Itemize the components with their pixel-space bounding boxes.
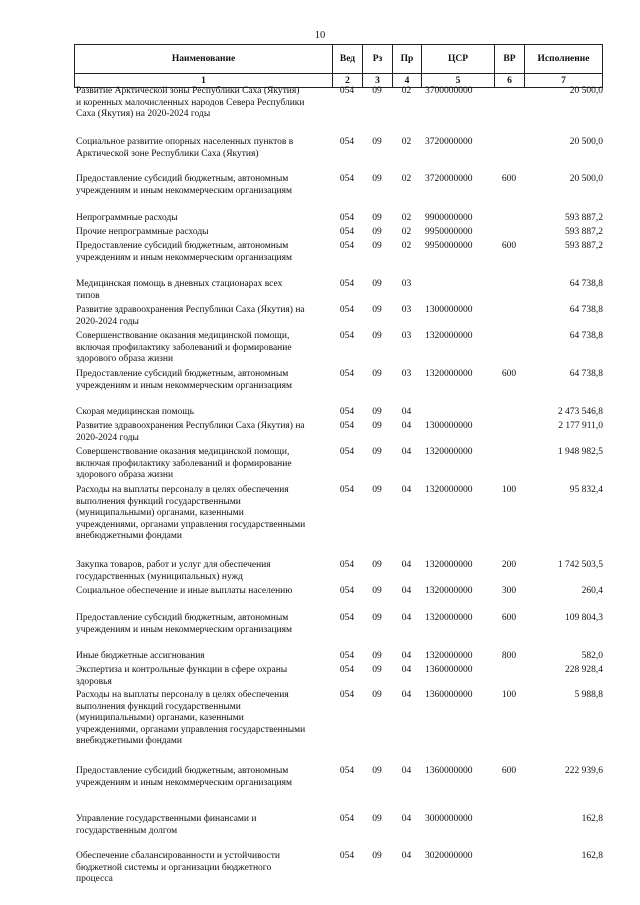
row-isp: 1 742 503,5 [557, 560, 603, 570]
row-vr: 600 [501, 613, 517, 623]
row-pr: 04 [401, 421, 412, 431]
page-number: 10 [314, 30, 326, 41]
table-header [74, 44, 603, 88]
row-name: Расходы на выплаты персоналу в целях обеспечения выполнения функций государственными (муниципальными) органами, казенными учреждениями, органами управления государственными внебюджетными фондами [76, 485, 306, 541]
row-csr: 1300000000 [425, 305, 473, 315]
row-vr [494, 86, 524, 121]
row-pr: 04 [401, 690, 412, 700]
row-pr: 04 [401, 447, 412, 457]
row-name: Предоставление субсидий бюджетным, автономным учреждениям и иным некоммерческим организациям [76, 766, 293, 788]
row-vr [494, 227, 524, 239]
header-num: 5 [421, 74, 494, 87]
row-ved: 054 [339, 213, 355, 223]
row-isp: 582,0 [581, 651, 603, 661]
row-vr: 100 [501, 485, 517, 495]
row-rz: 09 [372, 651, 382, 661]
header-isp: Исполнение [524, 45, 603, 73]
row-vr [494, 665, 524, 688]
row-pr: 04 [401, 613, 412, 623]
table-row [74, 174, 603, 197]
header-ved: Вед [332, 45, 362, 73]
table-row [74, 613, 603, 636]
row-ved: 054 [339, 86, 355, 96]
table-row [74, 651, 603, 663]
row-csr: 3000000000 [425, 814, 473, 824]
row-name: Социальное развитие опорных населенных пунктов в Арктической зоне Республики Саха (Якутия) [76, 137, 294, 159]
row-vr [494, 421, 524, 444]
row-csr: 3020000000 [425, 851, 473, 861]
row-ved: 054 [339, 174, 355, 184]
row-pr: 02 [401, 174, 412, 184]
row-rz: 09 [372, 331, 382, 341]
row-ved: 054 [339, 421, 355, 431]
row-pr: 02 [401, 241, 412, 251]
row-csr: 1360000000 [425, 690, 473, 700]
row-rz: 09 [372, 305, 382, 315]
row-vr [494, 814, 524, 837]
row-pr: 02 [401, 137, 412, 147]
table-row [74, 851, 603, 886]
row-isp: 593 887,2 [565, 227, 603, 237]
row-name: Совершенствование оказания медицинской помощи, включая профилактику заболеваний и формирование здорового образа жизни [76, 331, 292, 364]
row-vr [494, 305, 524, 328]
row-vr: 600 [501, 241, 517, 251]
row-rz: 09 [372, 369, 382, 379]
row-csr: 1320000000 [425, 369, 473, 379]
row-csr: 1300000000 [425, 421, 473, 431]
row-rz: 09 [372, 86, 382, 96]
row-csr: 9900000000 [425, 213, 473, 223]
table-row [74, 814, 603, 837]
row-ved: 054 [339, 485, 355, 495]
row-name: Развитие здравоохранения Республики Саха (Якутия) на 2020-2024 годы [76, 305, 305, 327]
row-ved: 054 [339, 447, 355, 457]
row-name: Предоставление субсидий бюджетным, автономным учреждениям и иным некоммерческим организациям [76, 241, 293, 263]
row-rz: 09 [372, 227, 382, 237]
row-name: Расходы на выплаты персоналу в целях обеспечения выполнения функций государственными (муниципальными) органами, казенными учреждениями, органами управления государственными внебюджетными фондами [76, 690, 306, 746]
row-ved: 054 [339, 241, 355, 251]
row-isp: 593 887,2 [565, 241, 603, 251]
row-rz: 09 [372, 613, 382, 623]
row-csr: 3720000000 [425, 174, 473, 184]
table-row [74, 137, 603, 160]
row-pr: 04 [401, 665, 412, 675]
row-isp: 162,8 [581, 851, 603, 861]
table-row [74, 485, 603, 543]
header-csr: ЦСР [421, 45, 494, 73]
row-vr: 300 [501, 586, 517, 596]
row-isp: 260,4 [581, 586, 603, 596]
row-vr: 200 [501, 560, 517, 570]
header-num: 2 [332, 74, 362, 87]
row-csr [421, 407, 494, 419]
row-isp: 162,8 [581, 814, 603, 824]
row-isp: 64 738,8 [569, 331, 603, 341]
row-isp: 64 738,8 [569, 369, 603, 379]
row-rz: 09 [372, 241, 382, 251]
row-name: Экспертиза и контрольные функции в сфере охраны здоровья [76, 665, 288, 687]
row-pr: 04 [401, 766, 412, 776]
row-csr: 9950000000 [425, 227, 473, 237]
row-pr: 03 [401, 279, 412, 289]
row-name: Развитие Арктической зоны Республики Саха (Якутия) и коренных малочисленных народов Севера Республики Саха (Якутия) на 2020-2024 годы [76, 86, 305, 119]
row-isp: 20 500,0 [569, 86, 603, 96]
header-num: 6 [494, 74, 524, 87]
row-rz: 09 [372, 690, 382, 700]
row-isp: 228 928,4 [565, 665, 603, 675]
row-isp: 20 500,0 [569, 174, 603, 184]
row-name: Совершенствование оказания медицинской помощи, включая профилактику заболеваний и формирование здорового образа жизни [76, 447, 292, 480]
row-rz: 09 [372, 851, 382, 861]
table-row [74, 690, 603, 748]
row-csr: 1320000000 [425, 586, 473, 596]
header-num: 7 [524, 74, 603, 87]
table-row [74, 665, 603, 688]
row-name: Медицинская помощь в дневных стационарах всех типов [76, 279, 283, 301]
row-pr: 02 [401, 227, 412, 237]
row-rz: 09 [372, 766, 382, 776]
row-pr: 04 [401, 651, 412, 661]
row-isp: 5 988,8 [574, 690, 603, 700]
row-ved: 054 [339, 305, 355, 315]
header-name: Наименование [74, 45, 332, 73]
row-rz: 09 [372, 485, 382, 495]
row-ved: 054 [339, 690, 355, 700]
header-vr: ВР [494, 45, 524, 73]
row-csr: 1320000000 [425, 613, 473, 623]
row-ved: 054 [339, 137, 355, 147]
row-ved: 054 [339, 560, 355, 570]
row-ved: 054 [339, 851, 355, 861]
row-vr [494, 213, 524, 225]
row-name: Скорая медицинская помощь [76, 407, 194, 417]
row-csr: 1320000000 [425, 331, 473, 341]
row-rz: 09 [372, 814, 382, 824]
header-num: 1 [74, 74, 332, 87]
row-rz: 09 [372, 447, 382, 457]
row-pr: 04 [401, 586, 412, 596]
row-rz: 09 [372, 586, 382, 596]
row-ved: 054 [339, 651, 355, 661]
row-ved: 054 [339, 331, 355, 341]
row-isp: 2 177 911,0 [558, 421, 603, 431]
table-row [74, 407, 603, 419]
table-row [74, 447, 603, 482]
table-row [74, 331, 603, 366]
row-csr: 1360000000 [425, 665, 473, 675]
row-ved: 054 [339, 227, 355, 237]
row-csr: 9950000000 [425, 241, 473, 251]
row-csr [421, 279, 494, 302]
row-pr: 04 [401, 814, 412, 824]
table-row [74, 586, 603, 598]
row-ved: 054 [339, 665, 355, 675]
row-vr: 600 [501, 369, 517, 379]
row-name: Предоставление субсидий бюджетным, автономным учреждениям и иным некоммерческим организациям [76, 174, 293, 196]
table-row [74, 766, 603, 789]
row-pr: 04 [401, 407, 412, 417]
header-row [74, 44, 603, 74]
row-pr: 02 [401, 86, 412, 96]
row-ved: 054 [339, 407, 355, 417]
row-name: Непрограммные расходы [76, 213, 178, 223]
row-isp: 20 500,0 [569, 137, 603, 147]
table-row [74, 213, 603, 225]
row-ved: 054 [339, 586, 355, 596]
row-rz: 09 [372, 665, 382, 675]
row-isp: 109 804,3 [565, 613, 603, 623]
row-pr: 04 [401, 485, 412, 495]
row-ved: 054 [339, 814, 355, 824]
row-vr [494, 331, 524, 366]
row-rz: 09 [372, 560, 382, 570]
row-isp: 2 473 546,8 [557, 407, 603, 417]
row-isp: 593 887,2 [565, 213, 603, 223]
row-name: Социальное обеспечение и иные выплаты населению [76, 586, 293, 596]
row-isp: 64 738,8 [569, 305, 603, 315]
row-ved: 054 [339, 613, 355, 623]
table-row [74, 421, 603, 444]
row-ved: 054 [339, 766, 355, 776]
row-csr: 1320000000 [425, 485, 473, 495]
row-name: Предоставление субсидий бюджетным, автономным учреждениям и иным некоммерческим организациям [76, 613, 293, 635]
row-vr [494, 279, 524, 302]
row-name: Закупка товаров, работ и услуг для обеспечения государственных (муниципальных) нужд [76, 560, 271, 582]
row-pr: 02 [401, 213, 412, 223]
table-row [74, 279, 603, 302]
row-rz: 09 [372, 279, 382, 289]
row-pr: 03 [401, 331, 412, 341]
row-isp: 222 939,6 [565, 766, 603, 776]
row-pr: 03 [401, 369, 412, 379]
row-ved: 054 [339, 369, 355, 379]
row-ved: 054 [339, 279, 355, 289]
row-vr [494, 447, 524, 482]
row-vr: 600 [501, 766, 517, 776]
row-name: Прочие непрограммные расходы [76, 227, 209, 237]
row-csr: 1320000000 [425, 651, 473, 661]
table-row [74, 227, 603, 239]
row-csr: 1320000000 [425, 447, 473, 457]
row-name: Обеспечение сбалансированности и устойчивости бюджетной системы и организации бюджетного процесса [76, 851, 280, 884]
row-csr: 1320000000 [425, 560, 473, 570]
row-pr: 04 [401, 560, 412, 570]
row-vr: 800 [501, 651, 517, 661]
row-vr: 600 [501, 174, 517, 184]
row-vr: 100 [501, 690, 517, 700]
table-row [74, 86, 603, 121]
row-rz: 09 [372, 407, 382, 417]
row-pr: 03 [401, 305, 412, 315]
row-name: Развитие здравоохранения Республики Саха (Якутия) на 2020-2024 годы [76, 421, 305, 443]
row-name: Предоставление субсидий бюджетным, автономным учреждениям и иным некоммерческим организациям [76, 369, 293, 391]
header-rz: Рз [362, 45, 392, 73]
row-csr: 3720000000 [425, 137, 473, 147]
row-csr: 1360000000 [425, 766, 473, 776]
row-vr [494, 851, 524, 886]
row-rz: 09 [372, 213, 382, 223]
row-name: Иные бюджетные ассигнования [76, 651, 205, 661]
row-pr: 04 [401, 851, 412, 861]
table-row [74, 560, 603, 583]
row-isp: 64 738,8 [569, 279, 603, 289]
row-csr: 3700000000 [425, 86, 473, 96]
table-row [74, 241, 603, 264]
header-num: 4 [392, 74, 421, 87]
table-row [74, 369, 603, 392]
header-num: 3 [362, 74, 392, 87]
row-vr [494, 407, 524, 419]
table-row [74, 305, 603, 328]
row-name: Управление государственными финансами и государственным долгом [76, 814, 257, 836]
row-rz: 09 [372, 174, 382, 184]
row-rz: 09 [372, 421, 382, 431]
header-pr: Пр [392, 45, 421, 73]
row-rz: 09 [372, 137, 382, 147]
row-vr [494, 137, 524, 160]
row-isp: 95 832,4 [569, 485, 603, 495]
row-isp: 1 948 982,5 [557, 447, 603, 457]
